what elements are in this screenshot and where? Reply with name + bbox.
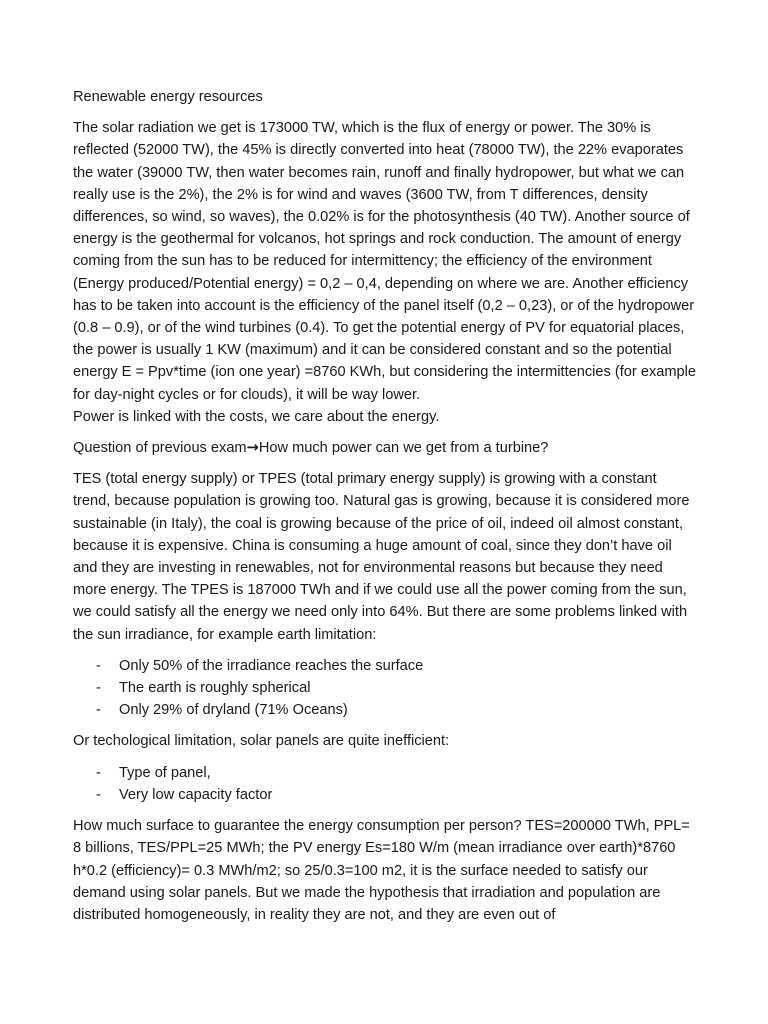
dash-bullet: - [96, 680, 101, 697]
paragraph-tpes: TES (total energy supply) or TPES (total primary energy supply) is growing with a constant trend, because population is growing too. Natural gas is growing, because it is considered more sustainable (in Italy), the coal is growing because of the price of oil, indeed oil almost constant, because it is expensive. China is consuming a huge amount of coal, since they don’t have oil and they are investing in renewables, not for environmental reasons but because they need more energy. The TPES is 187000 TWh and if we could use all the power coming from the sun, we could satisfy all the energy we need only into 64%. But there are some problems linked with the sun irradiance, for example earth limitation: [73, 471, 690, 643]
earth-limitation-list [73, 655, 697, 722]
list-item-text: Type of panel, [119, 764, 211, 781]
paragraph-power-costs: Power is linked with the costs, we care about the energy. [73, 408, 440, 425]
question-text: How much power can we get from a turbine? [258, 440, 549, 457]
document-title: Renewable energy resources [73, 89, 263, 105]
dash-bullet: - [96, 764, 101, 781]
list-item [73, 784, 697, 806]
dash-bullet: - [96, 786, 101, 803]
list-item-text: The earth is roughly spherical [119, 680, 311, 697]
dash-bullet: - [96, 657, 101, 674]
tech-limitation-list [73, 762, 697, 806]
exam-question [73, 437, 697, 459]
list-item [73, 677, 697, 699]
list-item [73, 655, 697, 677]
list-item [73, 699, 697, 721]
list-item-text: Only 29% of dryland (71% Oceans) [119, 702, 348, 719]
list-item-text: Only 50% of the irradiance reaches the surface [119, 657, 424, 674]
paragraph-tech-limitation: Or techological limitation, solar panels are quite inefficient: [73, 733, 450, 750]
paragraph-surface-calculation: How much surface to guarantee the energy consumption per person? TES=200000 TWh, PPL= 8 billions, TES/PPL=25 MWh; the PV energy Es=180 W/m (mean irradiance over earth)*8760 h*0.2 (efficiency)= 0.3 MWh/m2; so 25/0.3=100 m2, it is the surface needed to satisfy our demand using solar panels. But we made the hypothesis that irradiation and population are distributed homogeneously, in reality they are not, and they are even out of [73, 818, 690, 923]
dash-bullet: - [96, 702, 101, 719]
paragraph-solar-radiation: The solar radiation we get is 173000 TW, which is the flux of energy or power. The 30% is reflected (52000 TW), the 45% is directly converted into heat (78000 TW), the 22% evaporates the water (39000 TW, then water becomes rain, runoff and finally hydropower, but what we can really use is the 2%), the 2% is for wind and waves (3600 TW, from T differences, density differences, so wind, so waves), the 0.02% is for the photosynthesis (40 TW). Another source of energy is the geothermal for volcanos, hot springs and rock conduction. The amount of energy coming from the sun has to be reduced for intermittency; the efficiency of the environment (Energy produced/Potential energy) = 0,2 – 0,4, depending on where we are. Another efficiency has to be taken into account is the efficiency of the panel itself (0,2 – 0,23), or of the hydropower (0.8 – 0.9), or of the wind turbines (0.4). To get the potential energy of PV for equatorial places, the power is usually 1 KW (maximum) and it can be considered constant and so the potential energy E = Ppv*time (ion one year) =8760 KWh, but considering the intermittencies (for example for day-night cycles or for clouds), it will be way lower. [73, 120, 696, 403]
list-item [73, 762, 697, 784]
list-item-text: Very low capacity factor [119, 786, 273, 803]
document-page [73, 86, 697, 935]
arrow-right-icon: → [246, 439, 259, 457]
question-prefix: Question of previous exam [73, 440, 247, 457]
